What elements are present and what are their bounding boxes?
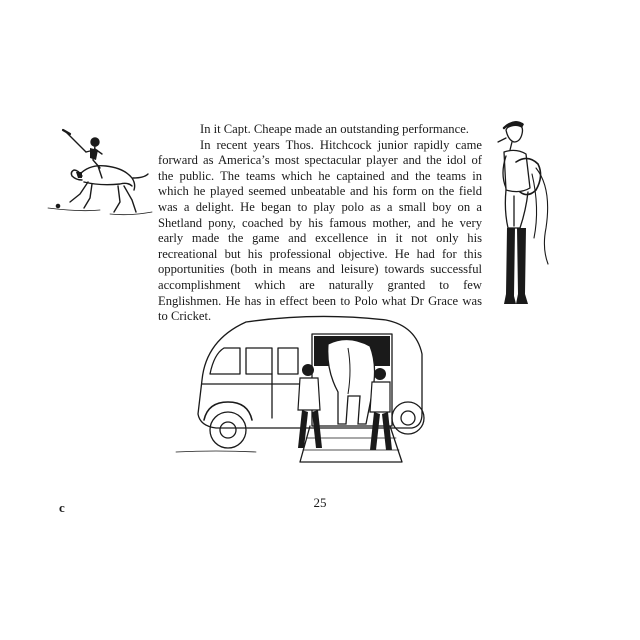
horsebox-loading-sketch xyxy=(176,314,432,466)
page-number: 25 xyxy=(313,495,327,510)
groom-left-boot xyxy=(504,228,516,304)
horsebox-drawing xyxy=(176,314,432,466)
horse-back xyxy=(80,166,135,190)
horse-foreleg-2 xyxy=(84,184,92,208)
front-wheel xyxy=(210,412,246,448)
groom-right-boot xyxy=(516,228,528,304)
signature-mark: c xyxy=(59,500,65,515)
polo-player-drawing xyxy=(40,120,160,220)
cab-window-rear xyxy=(278,348,298,374)
groom-shirt xyxy=(504,150,530,191)
horse-tail xyxy=(133,174,148,178)
polo-mallet-shaft xyxy=(66,132,86,152)
saddle-stirrup-leather xyxy=(532,174,537,238)
groom-drawing xyxy=(476,118,566,318)
groom-left-coat xyxy=(298,378,320,410)
groom-pipe xyxy=(498,138,506,142)
groom-breeches xyxy=(505,190,528,228)
cab-window-front xyxy=(210,348,240,374)
rider-helmet xyxy=(91,138,99,146)
ground-line xyxy=(48,208,100,211)
groom-right-coat xyxy=(370,382,390,412)
paragraph-1: In it Capt. Cheape made an outstanding performance. xyxy=(200,122,469,136)
horse-rear xyxy=(328,339,375,424)
groom-right-leg xyxy=(370,412,380,450)
paragraph-2: In recent years Thos. Hitchcock junior rapidly came forward as America’s most spectacular player and the idol of the public. The teams which he captained and the teams in which he played seemed unbeatable and his form on the field was a delight. He began to play polo as a small boy on a Shetland pony, coached by his famous mother, and he very early made the game and excellence in it not only his recreational but his professional objective. He had for this opportunities (both in means and leisure) towards successful accomplishment which are naturally granted to few Englishmen. He has in effect been to Polo what Dr Grace was to Cricket. xyxy=(158,137,482,324)
horse-hindleg-2 xyxy=(114,186,120,212)
polo-ball xyxy=(56,204,59,207)
horse-foreleg xyxy=(70,182,88,202)
saddle-girth-strap xyxy=(536,168,548,264)
groom-left-leg xyxy=(298,410,308,448)
ground-line xyxy=(176,451,256,452)
groom-right-head xyxy=(374,368,386,380)
rear-wheel xyxy=(392,402,424,434)
cab-window-side xyxy=(246,348,272,374)
rider-jersey xyxy=(90,148,98,160)
groom-with-saddle-sketch xyxy=(476,118,566,318)
groom-left-head xyxy=(302,364,314,376)
body-text xyxy=(158,122,482,325)
polo-player-sketch xyxy=(40,120,160,220)
